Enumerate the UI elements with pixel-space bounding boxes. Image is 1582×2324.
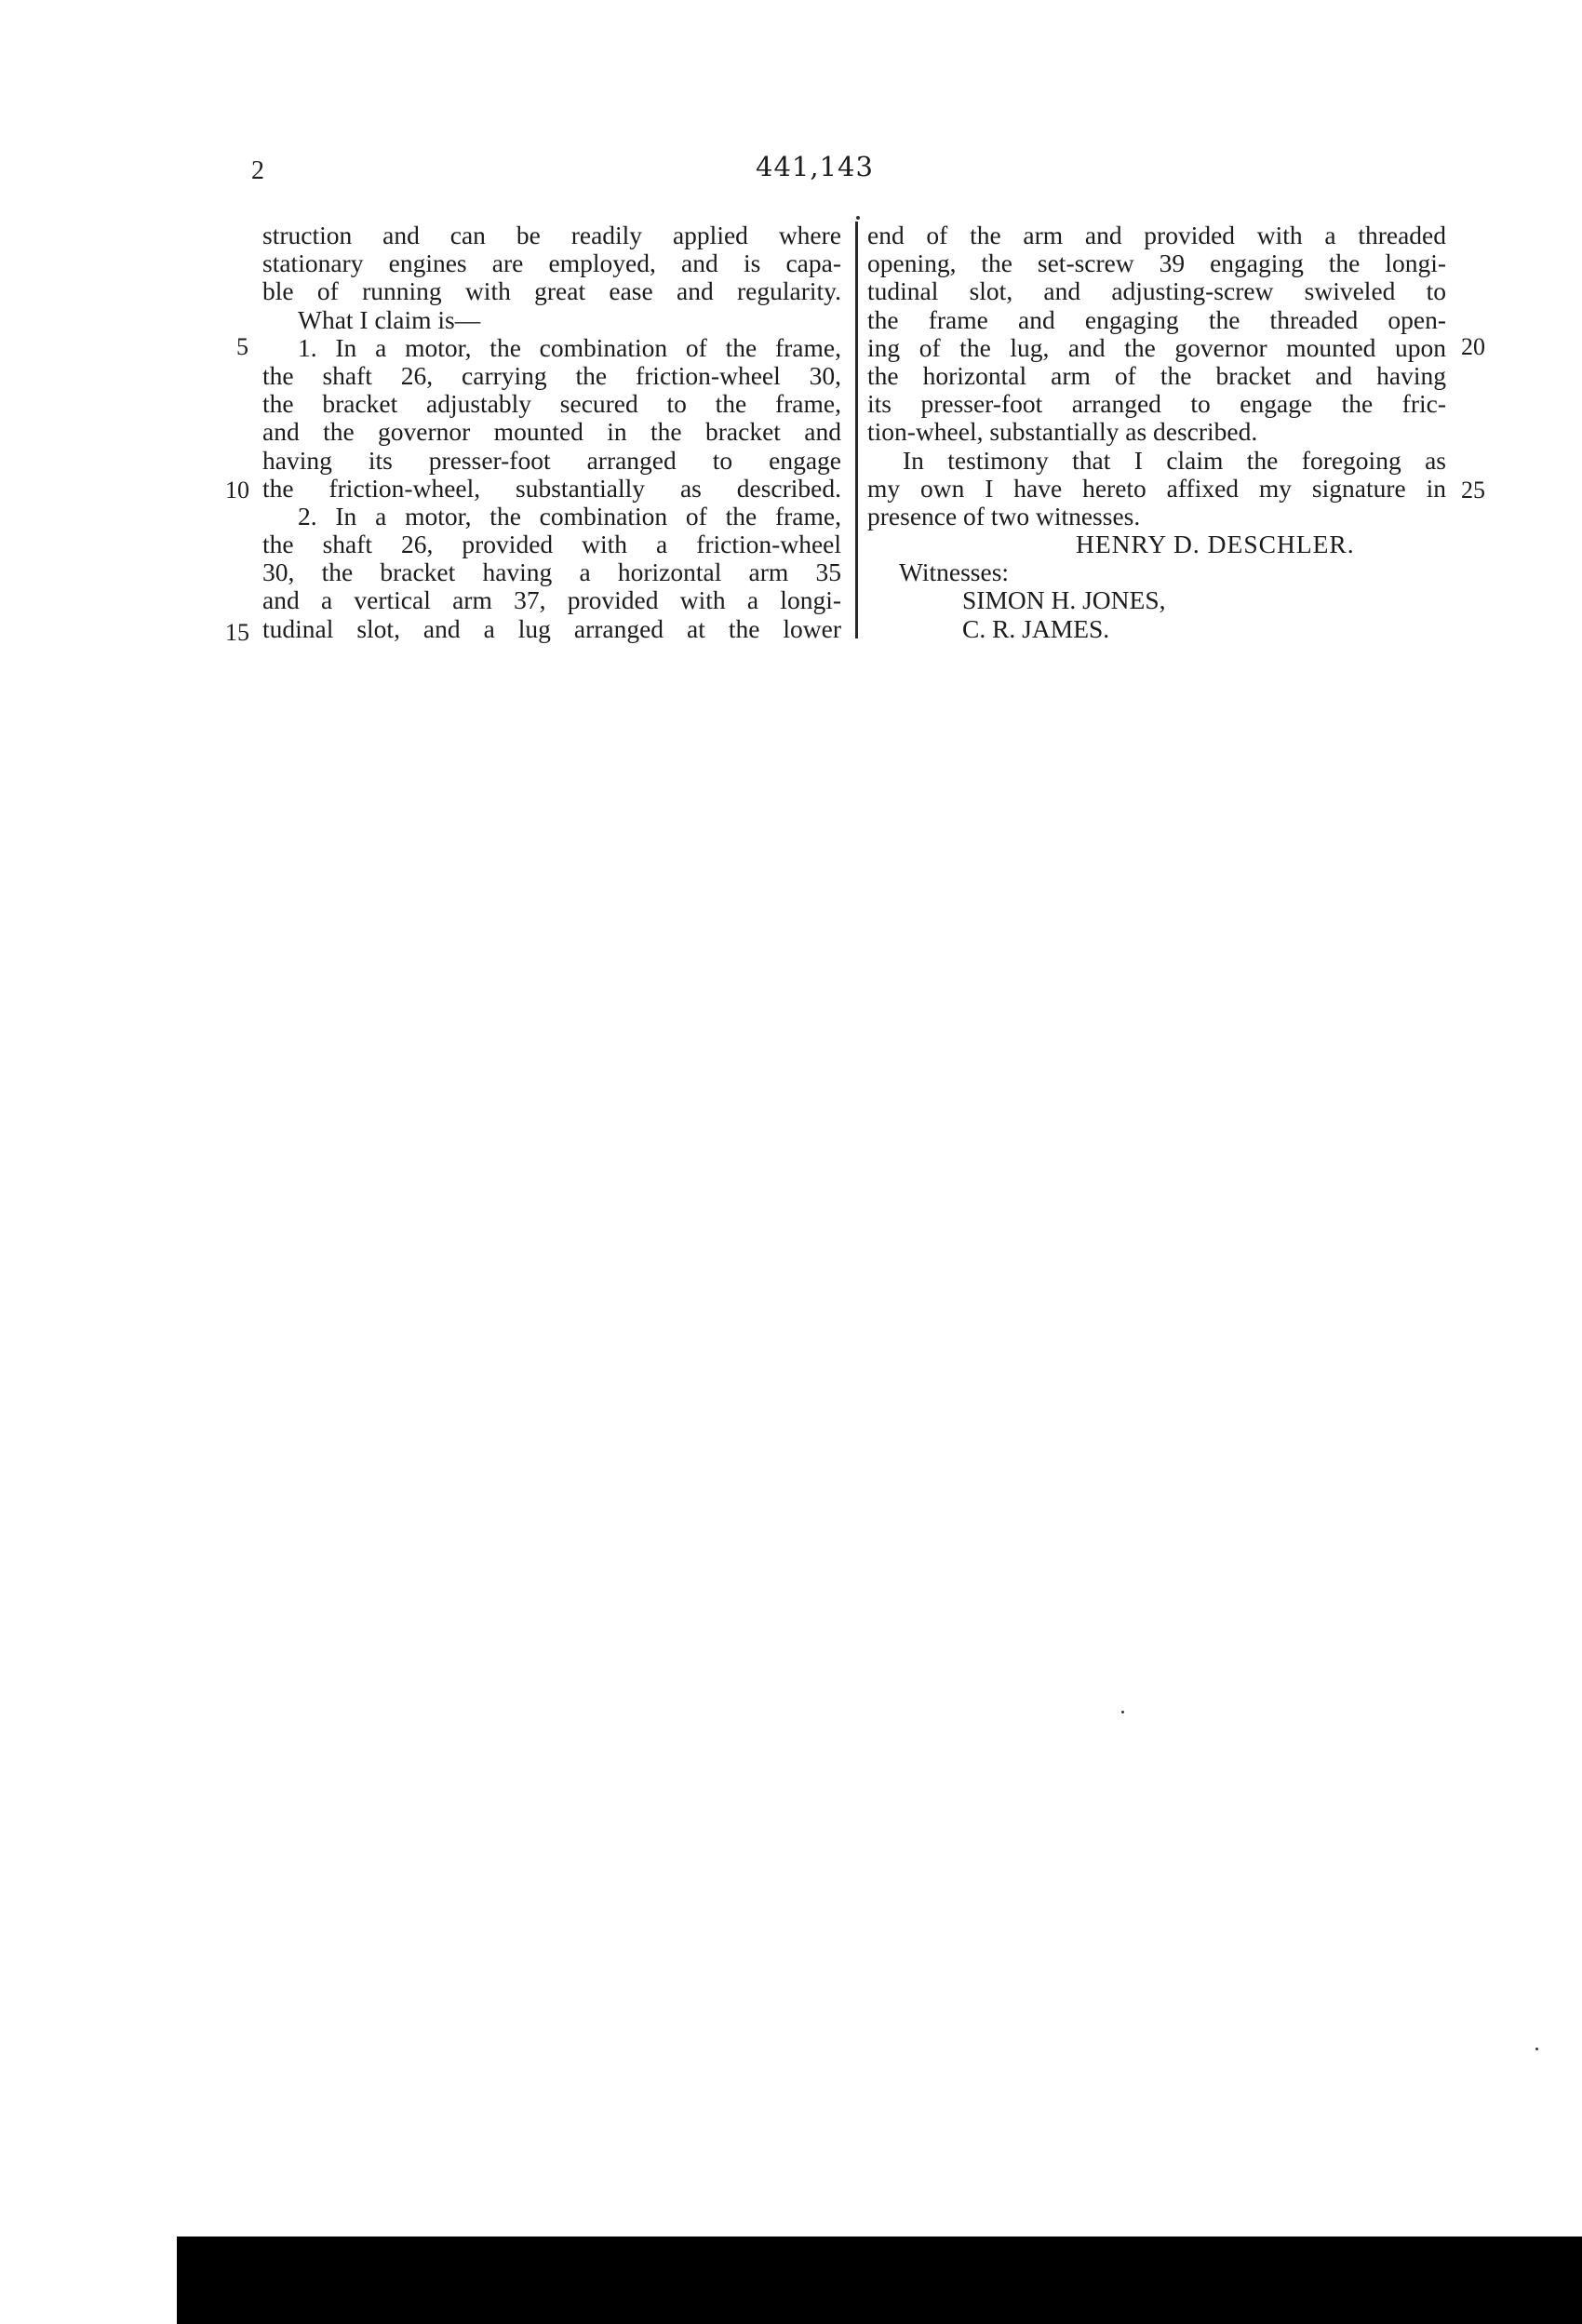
text-line: opening, the set-screw 39 engaging the longi- bbox=[867, 249, 1446, 278]
text-line: its presser-foot arranged to engage the fric- bbox=[867, 389, 1446, 419]
scan-bottom-border bbox=[177, 2237, 1582, 2324]
line-number-10: 10 bbox=[225, 477, 249, 504]
inventor-signature: HENRY D. DESCHLER. bbox=[1076, 530, 1355, 559]
text-line: ble of running with great ease and regularity. bbox=[262, 276, 841, 306]
text-line: stationary engines are employed, and is capa- bbox=[262, 249, 841, 278]
text-line: having its presser-foot arranged to engage bbox=[262, 445, 841, 475]
text-line: 30, the bracket having a horizontal arm 35 bbox=[262, 557, 841, 587]
text-line: the shaft 26, provided with a friction-wheel bbox=[262, 530, 841, 559]
text-line: the bracket adjustably secured to the frame, bbox=[262, 389, 841, 419]
text-line: tion-wheel, substantially as described. bbox=[867, 417, 1258, 447]
text-line: and a vertical arm 37, provided with a longi- bbox=[262, 585, 841, 615]
text-line: my own I have hereto affixed my signature in bbox=[867, 473, 1446, 503]
text-line: the shaft 26, carrying the friction-wheel 30, bbox=[262, 360, 841, 390]
witness-name: C. R. JAMES. bbox=[962, 613, 1110, 643]
page-number: 2 bbox=[251, 156, 264, 185]
scan-speck bbox=[1121, 1711, 1124, 1713]
column-divider bbox=[855, 222, 858, 638]
right-column bbox=[867, 222, 1446, 643]
line-number-25: 25 bbox=[1461, 477, 1485, 504]
text-line: tudinal slot, and a lug arranged at the lower bbox=[262, 613, 841, 643]
claims-heading: What I claim is— bbox=[298, 304, 481, 334]
claim-1-start: 1. In a motor, the combination of the frame, bbox=[298, 332, 841, 362]
text-line: the horizontal arm of the bracket and having bbox=[867, 360, 1446, 390]
witness-name: SIMON H. JONES, bbox=[962, 585, 1166, 615]
testimony-start: In testimony that I claim the foregoing as bbox=[903, 445, 1446, 475]
line-number-20: 20 bbox=[1461, 333, 1485, 360]
text-line: tudinal slot, and adjusting-screw swiveled to bbox=[867, 276, 1446, 306]
claim-2-start: 2. In a motor, the combination of the frame, bbox=[298, 501, 841, 531]
text-line: end of the arm and provided with a threaded bbox=[867, 221, 1446, 249]
left-column bbox=[262, 222, 841, 643]
line-number-5: 5 bbox=[236, 333, 248, 360]
line-number-15: 15 bbox=[225, 619, 249, 646]
text-line: struction and can be readily applied where bbox=[262, 221, 841, 249]
scan-speck bbox=[1535, 2048, 1538, 2050]
scan-speck bbox=[856, 216, 860, 220]
witnesses-label: Witnesses: bbox=[899, 557, 1010, 587]
text-line: ing of the lug, and the governor mounted upon bbox=[867, 332, 1446, 362]
text-line: the frame and engaging the threaded open- bbox=[867, 304, 1446, 334]
text-line: the friction-wheel, substantially as described. bbox=[262, 473, 841, 503]
text-line: and the governor mounted in the bracket and bbox=[262, 417, 841, 447]
text-line: presence of two witnesses. bbox=[867, 501, 1141, 531]
patent-number: 441,143 bbox=[756, 151, 874, 182]
